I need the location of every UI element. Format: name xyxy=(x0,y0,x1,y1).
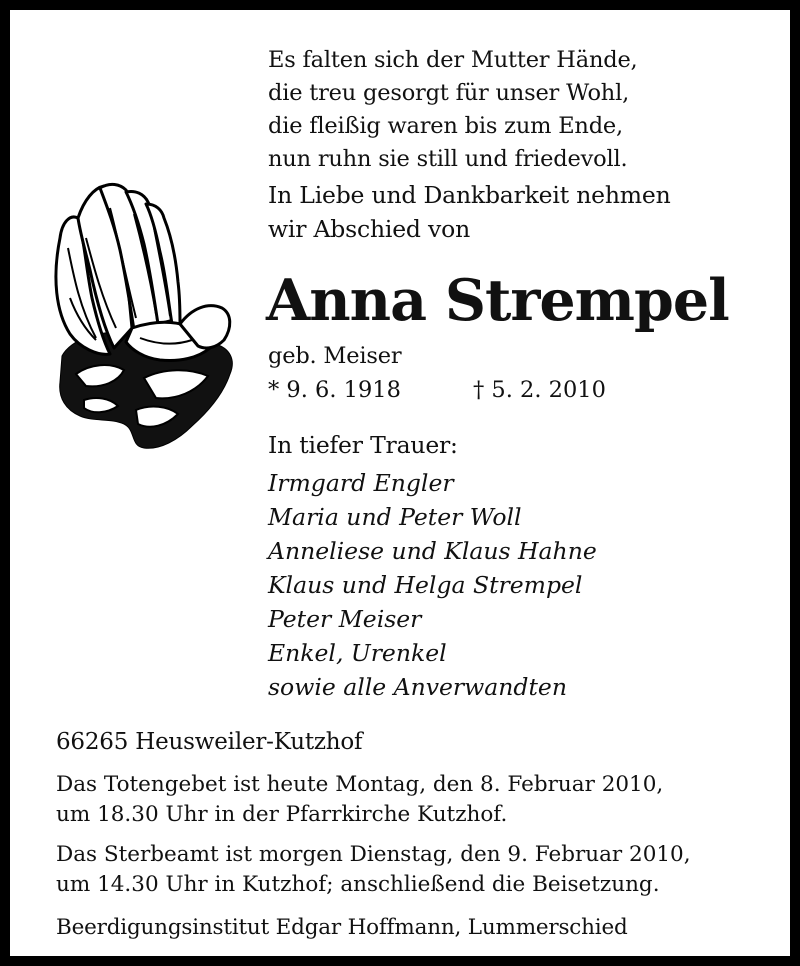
deceased-name: Anna Strempel xyxy=(266,267,729,334)
funeral-home: Beerdigungsinstitut Edgar Hoffmann, Lummerschied xyxy=(56,915,628,940)
mourner: sowie alle Anverwandten xyxy=(268,673,567,701)
praying-hands-icon xyxy=(40,178,240,454)
requiem-notice-line: um 14.30 Uhr in Kutzhof; anschließend die Beisetzung. xyxy=(56,872,660,897)
mourner: Peter Meiser xyxy=(268,605,422,633)
requiem-notice-line: Das Sterbeamt ist morgen Dienstag, den 9. Februar 2010, xyxy=(56,842,691,867)
prayer-notice xyxy=(56,770,663,830)
mourner: Irmgard Engler xyxy=(268,469,454,497)
poem-line: die treu gesorgt für unser Wohl, xyxy=(268,80,630,106)
life-dates xyxy=(268,374,606,407)
prayer-notice-line: Das Totengebet ist heute Montag, den 8. Februar 2010, xyxy=(56,772,664,797)
birth-name: geb. Meiser xyxy=(268,343,402,369)
mourner: Anneliese und Klaus Hahne xyxy=(268,537,597,565)
mourner: Maria und Peter Woll xyxy=(268,503,522,531)
mourner: Enkel, Urenkel xyxy=(268,639,447,667)
mourners-list xyxy=(268,466,597,704)
mourning-heading: In tiefer Trauer: xyxy=(268,431,458,459)
mourner: Klaus und Helga Strempel xyxy=(268,571,583,599)
intro-line: In Liebe und Dankbarkeit nehmen xyxy=(268,181,671,209)
prayer-notice-line: um 18.30 Uhr in der Pfarrkirche Kutzhof. xyxy=(56,802,508,827)
death-date: † 5. 2. 2010 xyxy=(473,377,606,403)
birth-date: * 9. 6. 1918 xyxy=(268,377,401,403)
location: 66265 Heusweiler-Kutzhof xyxy=(56,729,363,755)
poem-line: Es falten sich der Mutter Hände, xyxy=(268,47,638,73)
poem-line: die fleißig waren bis zum Ende, xyxy=(268,113,623,139)
intro-line: wir Abschied von xyxy=(268,215,471,243)
requiem-notice xyxy=(56,840,691,900)
poem-line: nun ruhn sie still und friedevoll. xyxy=(268,146,628,172)
